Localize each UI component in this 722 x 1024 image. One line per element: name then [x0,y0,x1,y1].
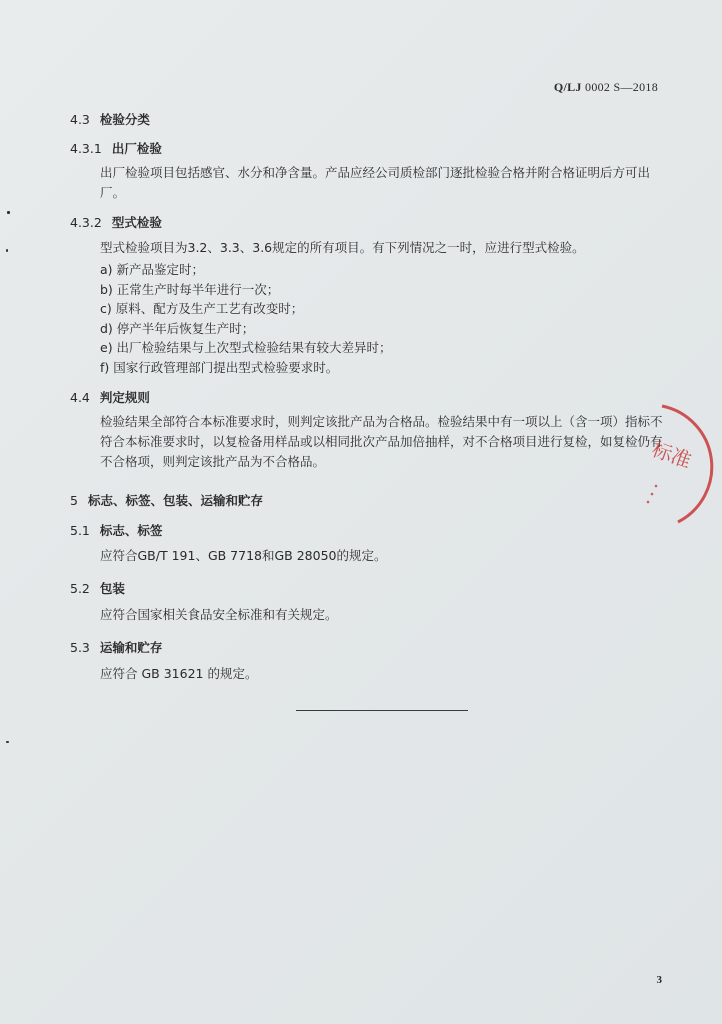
paragraph-5-2: 应符合国家相关食品安全标准和有关规定。 [100,607,338,622]
page-number: 3 [656,974,662,986]
heading-number: 4.3.2 [70,215,102,230]
paragraph-4-4: 检验结果全部符合本标准要求时，则判定该批产品为合格品。检验结果中有一项以上（含一项）指标不符合本标准要求时，以复检备用样品或以相同批次产品加倍抽样，对不合格项目进行复检，如复检仍有不合格项，则判定该批产品为不合格品。 [100,414,663,469]
list-item: f) 国家行政管理部门提出型式检验要求时。 [100,359,339,375]
heading-number: 5 [70,493,78,508]
heading-number: 5.2 [70,581,90,596]
standard-code-prefix: Q/LJ [553,80,582,94]
heading-title: 运输和贮存 [99,640,163,655]
heading-title: 检验分类 [99,112,150,127]
heading-title: 型式检验 [111,215,162,230]
heading-4-3-2 [70,213,162,231]
list-item: a) 新产品鉴定时； [100,262,205,277]
standard-code-rest: 0002 S—2018 [581,80,658,94]
scan-speck [6,249,8,252]
end-rule [296,710,468,711]
heading-number: 4.4 [70,390,90,405]
list-item: d) 停产半年后恢复生产时； [100,320,255,336]
heading-number: 5.3 [70,640,90,655]
heading-4-3 [70,110,150,128]
heading-5-2 [70,579,125,597]
heading-4-3-1 [70,139,162,157]
scan-speck [7,211,10,214]
inspection-conditions-list [100,260,660,377]
heading-5 [70,491,263,509]
heading-number: 4.3 [70,112,90,127]
heading-title: 标志、标签 [99,523,163,538]
heading-title: 包装 [99,581,125,596]
heading-4-4 [70,388,150,406]
heading-title: 判定规则 [99,390,150,405]
list-item: e) 出厂检验结果与上次型式检验结果有较大差异时； [100,340,392,355]
heading-number: 5.1 [70,523,90,538]
standard-code [554,80,658,95]
paragraph-5-1: 应符合GB/T 191、GB 7718和GB 28050的规定。 [100,548,387,563]
heading-number: 4.3.1 [70,141,102,156]
heading-title: 出厂检验 [111,141,162,156]
heading-5-1 [70,521,162,539]
paragraph-4-3-1: 出厂检验项目包括感官、水分和净含量。产品应经公司质检部门逐批检验合格并附合格证明后方可出厂。 [100,165,651,200]
seal-stamp-text: 标准 [648,436,695,473]
paragraph-4-3-2-intro: 型式检验项目为3.2、3.3、3.6规定的所有项目。有下列情况之一时，应进行型式检验。 [100,240,585,255]
scan-speck [6,741,9,743]
list-item: b) 正常生产时每半年进行一次； [100,281,280,297]
list-item: c) 原料、配方及生产工艺有改变时； [100,301,304,316]
paragraph-5-3: 应符合 GB 31621 的规定。 [100,666,258,681]
heading-5-3 [70,638,162,656]
heading-title: 标志、标签、包装、运输和贮存 [87,493,263,508]
